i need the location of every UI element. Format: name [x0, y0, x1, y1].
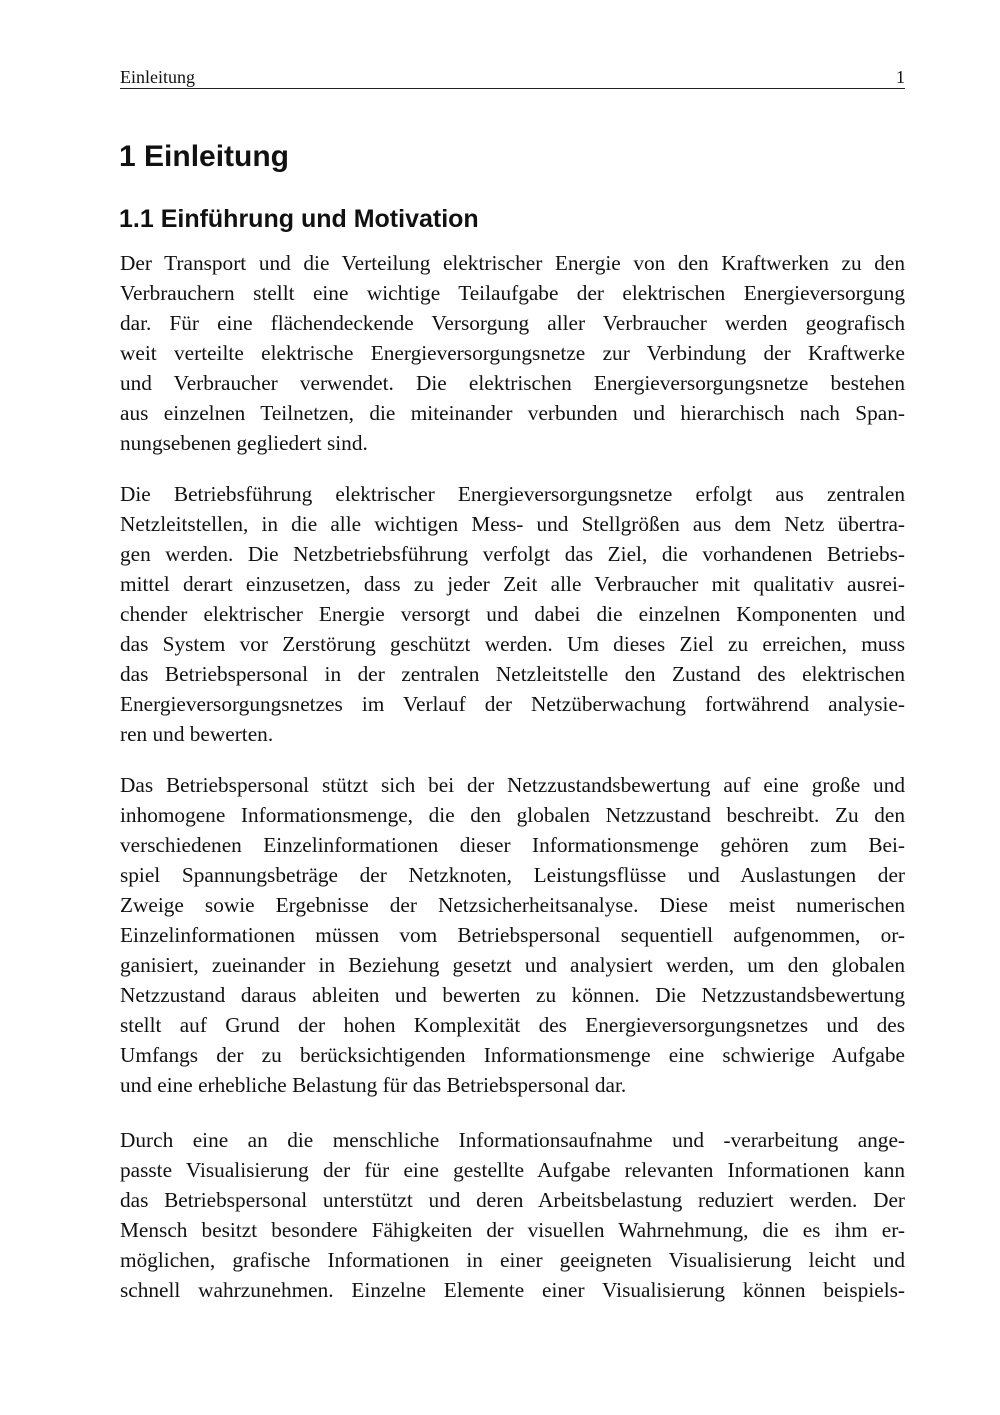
paragraph-3 — [120, 770, 905, 1100]
text-line: nungsebenen gegliedert sind. — [120, 431, 368, 455]
paragraph-1 — [120, 248, 905, 458]
text-line: Die Betriebsführung elektrischer Energieversorgungsnetze erfolgt aus zentralen — [120, 482, 905, 506]
running-header — [120, 66, 905, 89]
text-line: Einzelinformationen müssen vom Betriebspersonal sequentiell aufgenommen, or- — [120, 923, 905, 947]
text-line: Verbrauchern stellt eine wichtige Teilaufgabe der elektrischen Energieversorgung — [120, 281, 905, 305]
text-line: inhomogene Informationsmenge, die den globalen Netzzustand beschreibt. Zu den — [120, 803, 905, 827]
text-line: verschiedenen Einzelinformationen dieser Informationsmenge gehören zum Bei- — [120, 833, 905, 857]
text-line: ren und bewerten. — [120, 722, 274, 746]
text-line: und eine erhebliche Belastung für das Betriebspersonal dar. — [120, 1073, 627, 1097]
text-line: Zweige sowie Ergebnisse der Netzsicherheitsanalyse. Diese meist numerischen — [120, 893, 905, 917]
text-line: stellt auf Grund der hohen Komplexität des Energieversorgungsnetzes und des — [120, 1013, 905, 1037]
text-line: Netzzustand daraus ableiten und bewerten zu können. Die Netzzustandsbewertung — [120, 983, 905, 1007]
chapter-title: 1 Einleitung — [119, 140, 290, 173]
text-line: passte Visualisierung der für eine gestellte Aufgabe relevanten Informationen kann — [120, 1158, 905, 1182]
page-number: 1 — [896, 67, 905, 87]
text-line: schnell wahrzunehmen. Einzelne Elemente einer Visualisierung können beispiels- — [120, 1278, 905, 1302]
text-line: weit verteilte elektrische Energieversorgungsnetze zur Verbindung der Kraftwerke — [120, 341, 905, 365]
text-line: spiel Spannungsbeträge der Netzknoten, Leistungsflüsse und Auslastungen der — [120, 863, 905, 887]
text-line: Mensch besitzt besondere Fähigkeiten der visuellen Wahrnehmung, die es ihm er- — [120, 1218, 905, 1242]
text-line: das System vor Zerstörung geschützt werden. Um dieses Ziel zu erreichen, muss — [120, 632, 905, 656]
text-line: mittel derart einzusetzen, dass zu jeder Zeit alle Verbraucher mit qualitativ ausrei- — [120, 572, 905, 596]
text-line: gen werden. Die Netzbetriebsführung verfolgt das Ziel, die vorhandenen Betriebs- — [120, 542, 905, 566]
text-line: möglichen, grafische Informationen in einer geeigneten Visualisierung leicht und — [120, 1248, 905, 1272]
text-line: Umfangs der zu berücksichtigenden Informationsmenge eine schwierige Aufgabe — [120, 1043, 905, 1067]
text-line: das Betriebspersonal unterstützt und deren Arbeitsbelastung reduziert werden. Der — [120, 1188, 905, 1212]
text-line: Energieversorgungsnetzes im Verlauf der Netzüberwachung fortwährend analysie- — [120, 692, 905, 716]
text-line: Durch eine an die menschliche Informationsaufnahme und -verarbeitung ange- — [120, 1128, 905, 1152]
text-line: Netzleitstellen, in die alle wichtigen Mess- und Stellgrößen aus dem Netz übertra- — [120, 512, 905, 536]
paragraph-4 — [120, 1125, 905, 1305]
text-line: und Verbraucher verwendet. Die elektrischen Energieversorgungsnetze bestehen — [120, 371, 905, 395]
text-line: chender elektrischer Energie versorgt und dabei die einzelnen Komponenten und — [120, 602, 905, 626]
paragraph-2 — [120, 479, 905, 749]
section-title: 1.1 Einführung und Motivation — [119, 205, 479, 233]
text-line: Der Transport und die Verteilung elektrischer Energie von den Kraftwerken zu den — [120, 251, 905, 275]
text-line: Das Betriebspersonal stützt sich bei der Netzzustandsbewertung auf eine große und — [120, 773, 905, 797]
text-line: dar. Für eine flächendeckende Versorgung aller Verbraucher werden geografisch — [120, 311, 905, 335]
text-line: aus einzelnen Teilnetzen, die miteinander verbunden und hierarchisch nach Span- — [120, 401, 905, 425]
text-line: ganisiert, zueinander in Beziehung gesetzt und analysiert werden, um den globalen — [120, 953, 905, 977]
text-line: das Betriebspersonal in der zentralen Netzleitstelle den Zustand des elektrischen — [120, 662, 905, 686]
running-title: Einleitung — [120, 67, 195, 87]
